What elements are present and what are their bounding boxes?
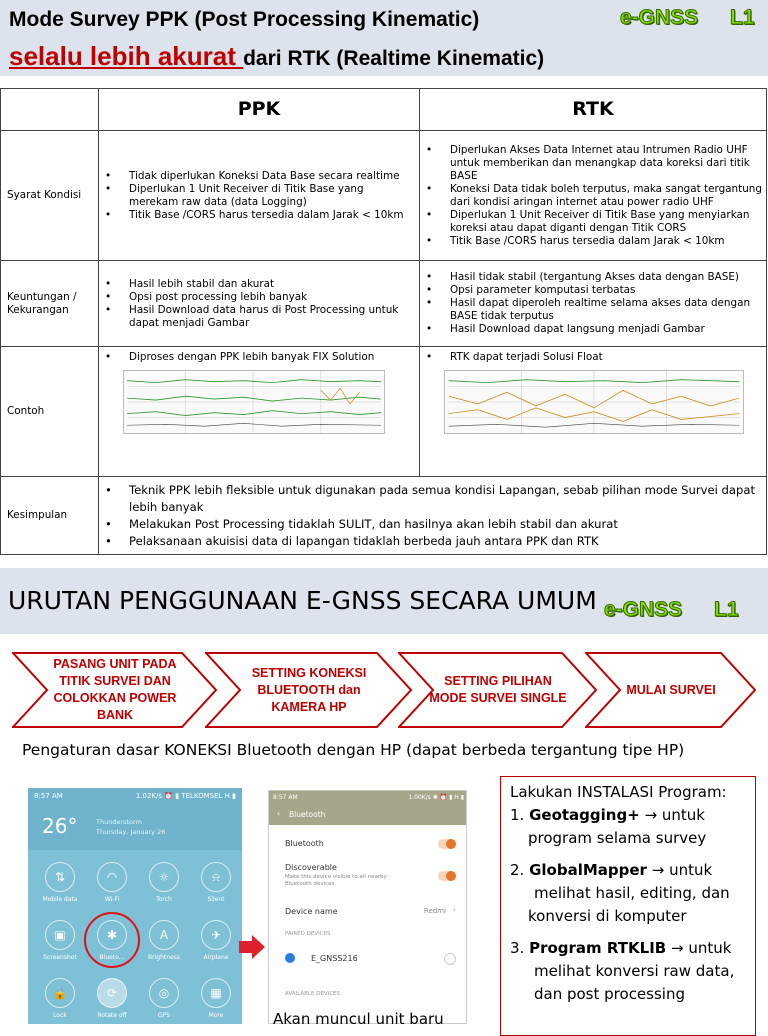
step-chevron-1 (12, 652, 218, 728)
slide1-title-line1: Mode Survey PPK (Post Processing Kinematic) (9, 8, 480, 31)
list-item: • Diperlukan 1 Unit Receiver di Titik Base yang menyiarkan koreksi atau dapat diganti dengan Titik CORS (450, 209, 762, 235)
bt-header-title: Bluetooth (289, 810, 326, 819)
list-item: • Hasil lebih stabil dan akurat (129, 278, 415, 291)
bluetooth-icon (285, 953, 295, 963)
list-item: • Opsi post processing lebih banyak (129, 291, 415, 304)
quick-tile[interactable] (194, 862, 238, 903)
quick-tile[interactable] (38, 978, 82, 1019)
status-time: 8:57 AM (273, 794, 298, 801)
arrow-right-icon: → (644, 806, 658, 824)
rtk-cell (420, 131, 767, 261)
bluetooth-subtitle: Pengaturan dasar KONEKSI Bluetooth dengan HP (dapat berbeda tergantung tipe HP) (22, 741, 685, 759)
quick-tile[interactable] (90, 920, 134, 961)
new-unit-caption: Akan muncul unit baru (273, 1010, 444, 1028)
quick-tile[interactable] (90, 978, 134, 1019)
slide2-header (0, 568, 768, 634)
tile-icon: ◎ (149, 978, 179, 1008)
install-item-1: 1. Geotagging+ → untuk program selama survey (510, 806, 707, 847)
slide2-title: URUTAN PENGGUNAAN E-GNSS SECARA UMUM (8, 586, 597, 615)
tile-label: Brightness (148, 954, 180, 961)
list-item: • Diperlukan Akses Data Internet atau Intrumen Radio UHF untuk memberikan dan menangkap data koreksi dari titik BASE (450, 144, 762, 183)
device-name-label: Device name (285, 907, 338, 916)
tile-icon: A (149, 920, 179, 950)
row-label: Kesimpulan (1, 477, 99, 555)
brand-logo: e-GNSS (604, 598, 683, 621)
step-chevron-2 (205, 652, 413, 728)
tile-label: More (208, 1012, 224, 1019)
phone-quick-settings-screenshot (28, 788, 242, 1024)
table-row (1, 477, 767, 555)
table-header-row (1, 89, 767, 131)
quick-tile[interactable] (194, 978, 238, 1019)
discoverable-desc: Make this device visible to all nearby Bluetooth devices (285, 874, 387, 887)
tile-label: Airplane (203, 954, 229, 961)
tile-icon: ⇅ (45, 862, 75, 892)
list-item: • Hasil Download data harus di Post Processing untuk dapat menjadi Gambar (129, 304, 415, 330)
slide1-title-line2 (9, 41, 544, 72)
bt-toggle-label: Bluetooth (285, 839, 324, 848)
weather-temp: 26° (42, 814, 78, 838)
list-item: • Koneksi Data tidak boleh terputus, maka sangat tergantung dari kondisi aringan internet atau power radio UHF (450, 183, 762, 209)
list-item: • Titik Base /CORS harus tersedia dalam Jarak < 10km (129, 209, 415, 222)
list-item: • Melakukan Post Processing tidaklah SULIT, dan hasilnya akan lebih stabil dan akurat (129, 516, 762, 533)
step-chevron-4 (585, 652, 757, 728)
table-header-rtk: RTK (420, 89, 767, 131)
quick-tile[interactable] (142, 978, 186, 1019)
tile-label: Torch (156, 896, 172, 903)
tile-label: Rotate off (97, 1012, 127, 1019)
quick-tile[interactable] (142, 920, 186, 961)
arrow-right-icon (239, 935, 265, 959)
list-item: • Tidak diperlukan Koneksi Data Base secara realtime (129, 170, 415, 183)
slide1-header (0, 0, 768, 76)
device-info-icon[interactable] (444, 953, 456, 965)
table-header-ppk: PPK (99, 89, 420, 131)
bt-header-bar (269, 791, 467, 825)
tile-icon: ◠ (97, 862, 127, 892)
slide-usage-order (0, 568, 768, 1028)
quick-tile[interactable] (90, 862, 134, 903)
slide1-title-red: selalu lebih akurat (9, 41, 244, 71)
row-label: Syarat Kondisi (1, 131, 99, 261)
table-row (1, 261, 767, 347)
program-name: Geotagging+ (529, 806, 640, 824)
list-item: • Pelaksanaan akuisisi data di lapangan tidaklah berbeda jauh antara PPK dan RTK (129, 533, 762, 550)
discoverable-label: Discoverable (285, 863, 337, 872)
tile-label: GPS (157, 1012, 171, 1019)
list-item: • Hasil dapat diperoleh realtime selama akses data dengan BASE tidak terputus (450, 297, 762, 323)
tile-icon: ▦ (201, 978, 231, 1008)
list-item: • Opsi parameter komputasi terbatas (450, 284, 762, 297)
tile-label: Mobile data (42, 896, 78, 903)
arrow-right-icon: → (670, 939, 684, 957)
brand-level: L1 (714, 598, 739, 621)
tile-label: Lock (53, 1012, 67, 1019)
status-icons: 1.02K/s ⏰ ▮ TELKOMSEL H ▮ (135, 792, 236, 800)
tile-icon: ⍾ (201, 862, 231, 892)
rtk-cell (420, 261, 767, 347)
highlight-circle (84, 912, 140, 968)
arrow-right-icon: → (651, 861, 665, 879)
slide1-title-rest: dari RTK (Realtime Kinematic) (243, 47, 545, 70)
program-name: Program RTKLIB (529, 939, 667, 957)
table-row (1, 131, 767, 261)
comparison-table (0, 88, 767, 555)
tile-icon: ⟳ (97, 978, 127, 1008)
row-label: Keuntungan / Kekurangan (1, 261, 99, 347)
device-name-value: Redmi (423, 907, 446, 915)
status-time: 8:57 AM (34, 792, 63, 800)
table-header-empty (1, 89, 99, 131)
paired-device-name[interactable]: E_GNSS216 (311, 954, 358, 963)
list-item: • Titik Base /CORS harus tersedia dalam Jarak < 10km (450, 235, 762, 248)
paired-devices-header: PAIRED DEVICES (285, 931, 331, 937)
tile-label: Screenshot (43, 954, 77, 961)
brand-level: L1 (730, 6, 755, 29)
brand-logo: e-GNSS (620, 6, 699, 29)
install-item-3: 3. Program RTKLIB → untuk melihat konversi raw data, dan post processing (510, 939, 735, 1003)
conclusion-cell (99, 477, 767, 555)
weather-desc: Thunderstorm (96, 818, 142, 826)
phone-bluetooth-settings-screenshot (268, 790, 467, 1024)
step-label: MULAI SURVEI (626, 682, 716, 697)
tile-label: Blueto... (99, 954, 125, 961)
back-icon[interactable]: ‹ (277, 809, 281, 818)
tile-icon: ☼ (149, 862, 179, 892)
tile-label: Silent (207, 896, 225, 903)
install-item-2: 2. GlobalMapper → untuk melihat hasil, editing, dan konversi di komputer (510, 861, 730, 925)
quick-tile[interactable] (38, 920, 82, 961)
bluetooth-toggle[interactable] (438, 839, 456, 849)
rtk-cell (420, 347, 767, 477)
table-row (1, 347, 767, 477)
quick-tiles-area (28, 850, 242, 1024)
chevron-right-icon: › (452, 905, 456, 915)
tile-icon: 🔒 (45, 978, 75, 1008)
ppk-cell (99, 347, 420, 477)
row-label: Contoh (1, 347, 99, 477)
ppk-cell (99, 261, 420, 347)
step-label: PASANG UNIT PADA TITIK SURVEI DAN COLOKKAN POWER BANK (53, 657, 177, 722)
tile-icon: ✱ (97, 920, 127, 950)
step-label: SETTING KONEKSI BLUETOOTH dan KAMERA HP (251, 665, 367, 714)
rtk-plot-image (444, 370, 744, 434)
list-item: • Teknik PPK lebih fleksible untuk digunakan pada semua kondisi Lapangan, sebab pilihan mode Survei dapat lebih banyak (129, 482, 762, 516)
quick-tile[interactable] (194, 920, 238, 961)
list-item: • Diperlukan 1 Unit Receiver di Titik Base yang merekam raw data (data Logging) (129, 183, 415, 209)
ppk-plot-image (123, 370, 385, 434)
install-title: Lakukan INSTALASI Program: (510, 783, 727, 801)
step-label: SETTING PILIHAN MODE SURVEI SINGLE (429, 674, 567, 705)
list-item: • Hasil tidak stabil (tergantung Akses data dengan BASE) (450, 271, 762, 284)
tile-label: Wi-Fi (104, 896, 120, 903)
status-icons: 1.00K/s ✱ ⏰ ▮ H ▮ (408, 794, 464, 801)
step-chevron-3 (398, 652, 598, 728)
install-instructions-box (500, 776, 756, 1036)
list-item: • Diproses dengan PPK lebih banyak FIX Solution (129, 351, 415, 364)
tile-icon: ▣ (45, 920, 75, 950)
tile-icon: ✈ (201, 920, 231, 950)
program-name: GlobalMapper (529, 861, 647, 879)
weather-date: Thursday, January 26 (96, 828, 166, 836)
discoverable-toggle[interactable] (438, 871, 456, 881)
ppk-cell (99, 131, 420, 261)
list-item: • RTK dapat terjadi Solusi Float (450, 351, 762, 364)
quick-tile[interactable] (142, 862, 186, 903)
list-item: • Hasil Download dapat langsung menjadi Gambar (450, 323, 762, 336)
quick-tile[interactable] (38, 862, 82, 903)
available-devices-header: AVAILABLE DEVICES (285, 991, 341, 997)
